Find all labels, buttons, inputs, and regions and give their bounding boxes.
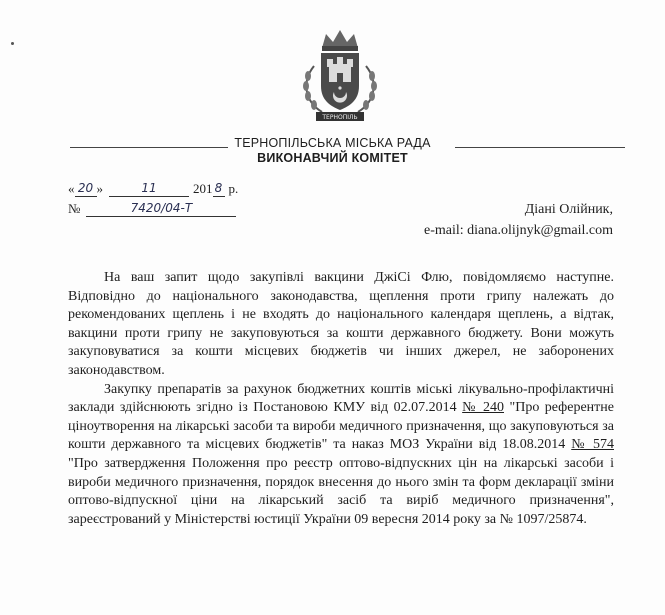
reference-line <box>68 201 236 217</box>
date-year-prefix: 201 <box>193 181 213 196</box>
paragraph-2-text-c: "Про затвердження Положення про реєстр оптово-відпускних цін на лікарські засоби і вироби медичного призначення, порядок внесення до нього змін та форм декларації зміни оптово-відпускної ціни на лікарський засіб та виріб медичного призначення", зареєстрований у Міністерстві юстиції України 09 вересня 2014 року за № 1097/25874. <box>68 455 614 527</box>
paragraph-2-text-a: Закупку препаратів за рахунок бюджетних коштів міські лікувально-профілактичні заклади здійснюють згідно із Постановою КМУ від 02.07.2014 <box>68 381 614 416</box>
number-sign: № <box>68 201 81 216</box>
date-day: 20 <box>75 181 97 197</box>
date-year-suffix: 8 <box>213 181 225 197</box>
committee-name: ВИКОНАВЧИЙ КОМІТЕТ <box>257 151 408 165</box>
council-name: ТЕРНОПІЛЬСЬКА МІСЬКА РАДА <box>234 136 431 150</box>
date-month: 11 <box>109 181 189 197</box>
paragraph-2 <box>68 381 614 530</box>
resolution-number-link: № 240 <box>462 400 504 416</box>
paragraph-2-text-b: "Про референтне ціноутворення на лікарські засоби та вироби медичного призначення, що закуповуються за кошти державного та місцевих бюджетів" та наказ МОЗ України від 18.08.2014 <box>68 400 615 453</box>
date-close-quote: » <box>96 181 103 196</box>
date-year-unit: р. <box>228 181 239 196</box>
reference-number: 7420/04-Т <box>86 201 236 217</box>
emblem-ribbon-text: ТЕРНОПІЛЬ <box>322 114 358 121</box>
order-number-link: № 574 <box>571 437 614 453</box>
date-line <box>68 181 238 197</box>
date-open-quote: « <box>68 181 75 196</box>
addressee-name: Діані Олійник, <box>524 202 613 217</box>
addressee-block <box>424 199 613 241</box>
letter-body <box>68 269 614 529</box>
addressee-email: e-mail: diana.olijnyk@gmail.com <box>423 223 613 238</box>
paragraph-1: На ваш запит щодо закупівлі вакцини ДжіСі Флю, повідомляємо наступне. Відповідно до національного законодавства, щеплення проти грипу належать до рекомендованих щеплень і не входять до національного календаря щеплень, а відтак, вакцини проти грипу не закуповуються за кошти державного бюджету. Вони можуть закуповуватися за кошти місцевих бюджетів чи інших джерел, не заборонених законодавством. <box>68 270 614 378</box>
coat-of-arms-icon <box>296 26 384 124</box>
scan-speck <box>11 42 14 45</box>
